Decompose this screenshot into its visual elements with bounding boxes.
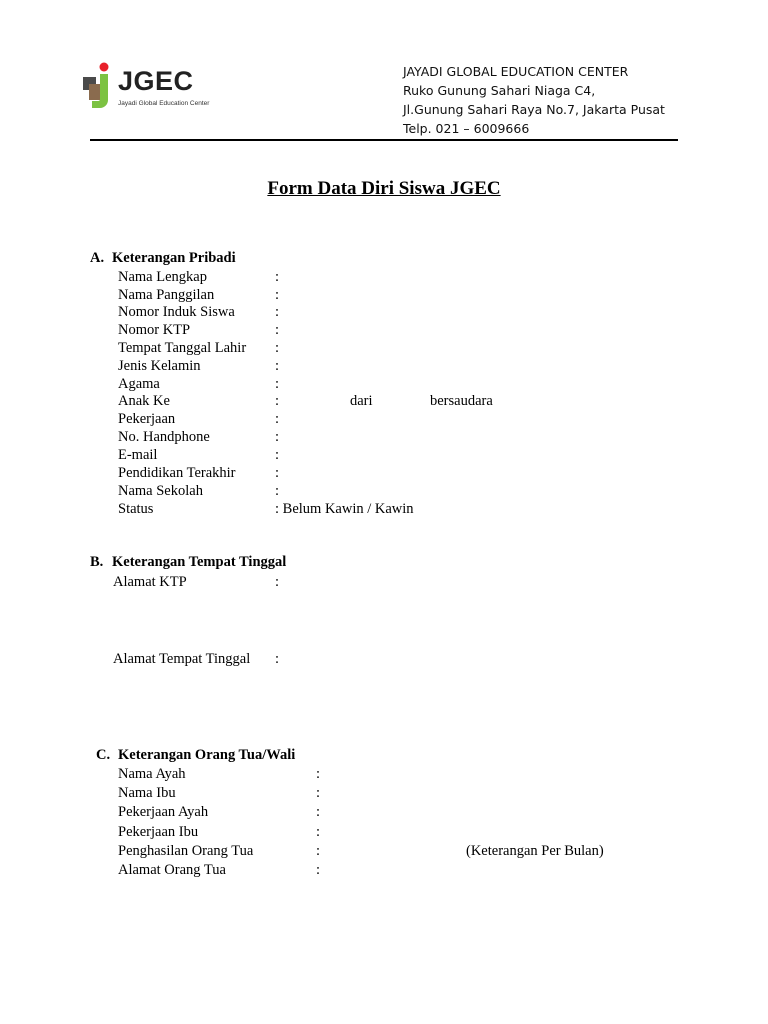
field-label-pekerjaan-ibu: Pekerjaan Ibu	[118, 824, 199, 840]
field-value-email[interactable]: :	[275, 447, 280, 463]
section-b-heading	[90, 553, 286, 571]
field-label-alamat-orang-tua: Alamat Orang Tua	[118, 862, 226, 878]
field-value-nama-ayah[interactable]: :	[316, 766, 321, 782]
field-label-nama-ibu: Nama Ibu	[118, 785, 176, 801]
field-label-anak-ke: Anak Ke	[118, 393, 170, 409]
field-value-agama[interactable]: :	[275, 376, 280, 392]
address-line-2: Jl.Gunung Sahari Raya No.7, Jakarta Pusat	[403, 102, 665, 117]
field-value-nomor-induk-siswa[interactable]: :	[275, 304, 280, 320]
field-label-pekerjaan-ayah: Pekerjaan Ayah	[118, 804, 209, 820]
field-label-nomor-ktp: Nomor KTP	[118, 322, 191, 338]
header-divider	[90, 139, 678, 141]
form-title: Form Data Diri Siswa JGEC	[267, 178, 501, 199]
field-value-jenis-kelamin[interactable]: :	[275, 358, 280, 374]
field-value-nama-lengkap[interactable]: :	[275, 269, 280, 285]
field-label-no-handphone: No. Handphone	[118, 429, 210, 445]
field-label-nama-sekolah: Nama Sekolah	[118, 483, 203, 499]
field-label-nama-ayah: Nama Ayah	[118, 766, 186, 782]
field-value-pendidikan-terakhir[interactable]: :	[275, 465, 280, 481]
field-label-pendidikan-terakhir: Pendidikan Terakhir	[118, 465, 236, 481]
field-value-alamat-orang-tua[interactable]: :	[316, 862, 321, 878]
section-c-heading	[96, 746, 295, 764]
section-a-heading	[90, 249, 236, 267]
address-line-1: Ruko Gunung Sahari Niaga C4,	[403, 83, 596, 98]
field-label-nama-panggilan: Nama Panggilan	[118, 287, 215, 303]
field-value-nomor-ktp[interactable]: :	[275, 322, 280, 338]
logo-subtitle: Jayadi Global Education Center	[118, 100, 210, 107]
section-c-title: Keterangan Orang Tua/Wali	[118, 747, 296, 763]
field-value-nama-ibu[interactable]: :	[316, 785, 321, 801]
income-note: (Keterangan Per Bulan)	[466, 843, 604, 859]
logo-dot	[100, 63, 109, 72]
anak-ke-bersaudara-text: bersaudara	[430, 393, 493, 409]
field-label-penghasilan-orang-tua: Penghasilan Orang Tua	[118, 843, 254, 859]
field-value-nama-panggilan[interactable]: :	[275, 287, 280, 303]
phone-line: Telp. 021 – 6009666	[403, 121, 530, 136]
field-value-nama-sekolah[interactable]: :	[275, 483, 280, 499]
field-label-status: Status	[118, 501, 154, 517]
field-value-tempat-tanggal-lahir[interactable]: :	[275, 340, 280, 356]
org-name: JAYADI GLOBAL EDUCATION CENTER	[403, 64, 629, 79]
field-value-penghasilan-orang-tua[interactable]: :	[316, 843, 321, 859]
section-b-letter: B.	[90, 554, 104, 570]
field-value-alamat-ktp[interactable]: :	[275, 574, 280, 590]
field-label-agama: Agama	[118, 376, 160, 392]
field-label-jenis-kelamin: Jenis Kelamin	[118, 358, 201, 374]
field-value-status[interactable]: : Belum Kawin / Kawin	[275, 501, 414, 517]
field-value-alamat-tempat-tinggal[interactable]: :	[275, 651, 280, 667]
field-label-nama-lengkap: Nama Lengkap	[118, 269, 207, 285]
logo-block-brown	[89, 84, 101, 100]
field-value-pekerjaan-ibu[interactable]: :	[316, 824, 321, 840]
anak-ke-dari-text: dari	[350, 393, 373, 409]
section-c-letter: C.	[96, 747, 111, 763]
jgec-logo-icon	[80, 60, 120, 110]
field-value-pekerjaan-ayah[interactable]: :	[316, 804, 321, 820]
logo-text: JGEC	[118, 66, 194, 96]
field-label-alamat-tempat-tinggal: Alamat Tempat Tinggal	[113, 651, 251, 667]
field-label-email: E-mail	[118, 447, 158, 463]
field-value-no-handphone[interactable]: :	[275, 429, 280, 445]
section-a-letter: A.	[90, 250, 105, 266]
field-value-anak-ke[interactable]: :	[275, 393, 280, 409]
section-b-title: Keterangan Tempat Tinggal	[112, 554, 287, 570]
field-label-tempat-tanggal-lahir: Tempat Tanggal Lahir	[118, 340, 247, 356]
field-label-pekerjaan: Pekerjaan	[118, 411, 176, 427]
field-label-nomor-induk-siswa: Nomor Induk Siswa	[118, 304, 235, 320]
field-value-pekerjaan[interactable]: :	[275, 411, 280, 427]
section-a-title: Keterangan Pribadi	[112, 250, 236, 266]
field-label-alamat-ktp: Alamat KTP	[113, 574, 187, 590]
